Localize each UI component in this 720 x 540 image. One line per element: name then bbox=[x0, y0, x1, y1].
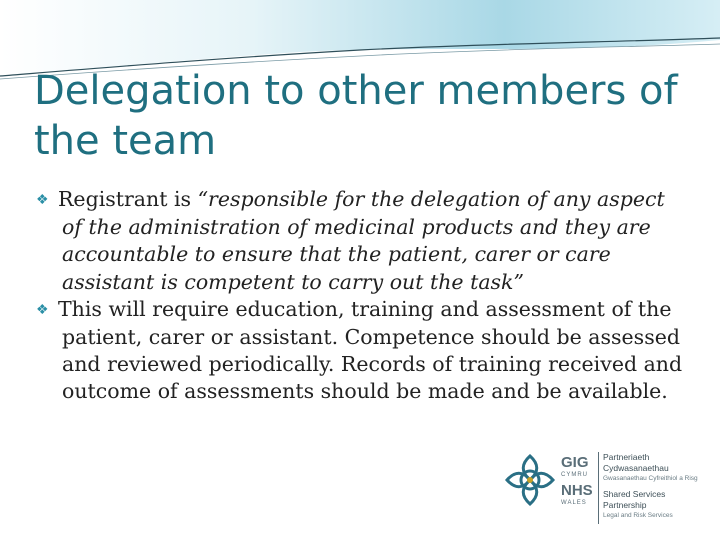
bullet-item-education bbox=[18, 296, 688, 406]
slide-title: Delegation to other members of the team bbox=[34, 68, 678, 164]
diamond-leaf-icon: ❖ bbox=[36, 192, 49, 208]
bullet-list bbox=[18, 186, 688, 406]
logo-line2: Cydwasanaethau bbox=[603, 463, 669, 473]
nhs-wales-shared-services-logo bbox=[505, 448, 715, 532]
logo-divider bbox=[598, 452, 599, 524]
bullet-prefix: Registrant is bbox=[58, 187, 198, 211]
logo-cymru: CYMRU bbox=[561, 472, 588, 478]
celtic-knot-icon bbox=[505, 452, 555, 508]
logo-gig: GIG bbox=[561, 454, 589, 471]
logo-line3: Gwasanaethau Cyfreithiol a Risg bbox=[603, 475, 698, 482]
logo-line4: Shared Services bbox=[603, 489, 666, 499]
diamond-leaf-icon: ❖ bbox=[36, 301, 49, 318]
logo-wales: WALES bbox=[561, 500, 587, 506]
logo-line6: Legal and Risk Services bbox=[603, 512, 673, 519]
bullet-text: This will require education, training and assessment of the patient, carer or assistant. Competence should be assessed and reviewed periodically. Records of training received and outcome of assessments should be made and be available. bbox=[58, 296, 683, 404]
bullet-item-delegation bbox=[18, 186, 688, 296]
logo-nhs: NHS bbox=[561, 482, 593, 499]
bullet-quote: “responsible for the delegation of any aspect of the administration of medicinal products and they are accountable to ensure that the patient, carer or care assistant is competent to carry out the task” bbox=[62, 187, 665, 294]
logo-line1: Partneriaeth bbox=[603, 452, 650, 462]
logo-line5: Partnership bbox=[603, 500, 647, 510]
